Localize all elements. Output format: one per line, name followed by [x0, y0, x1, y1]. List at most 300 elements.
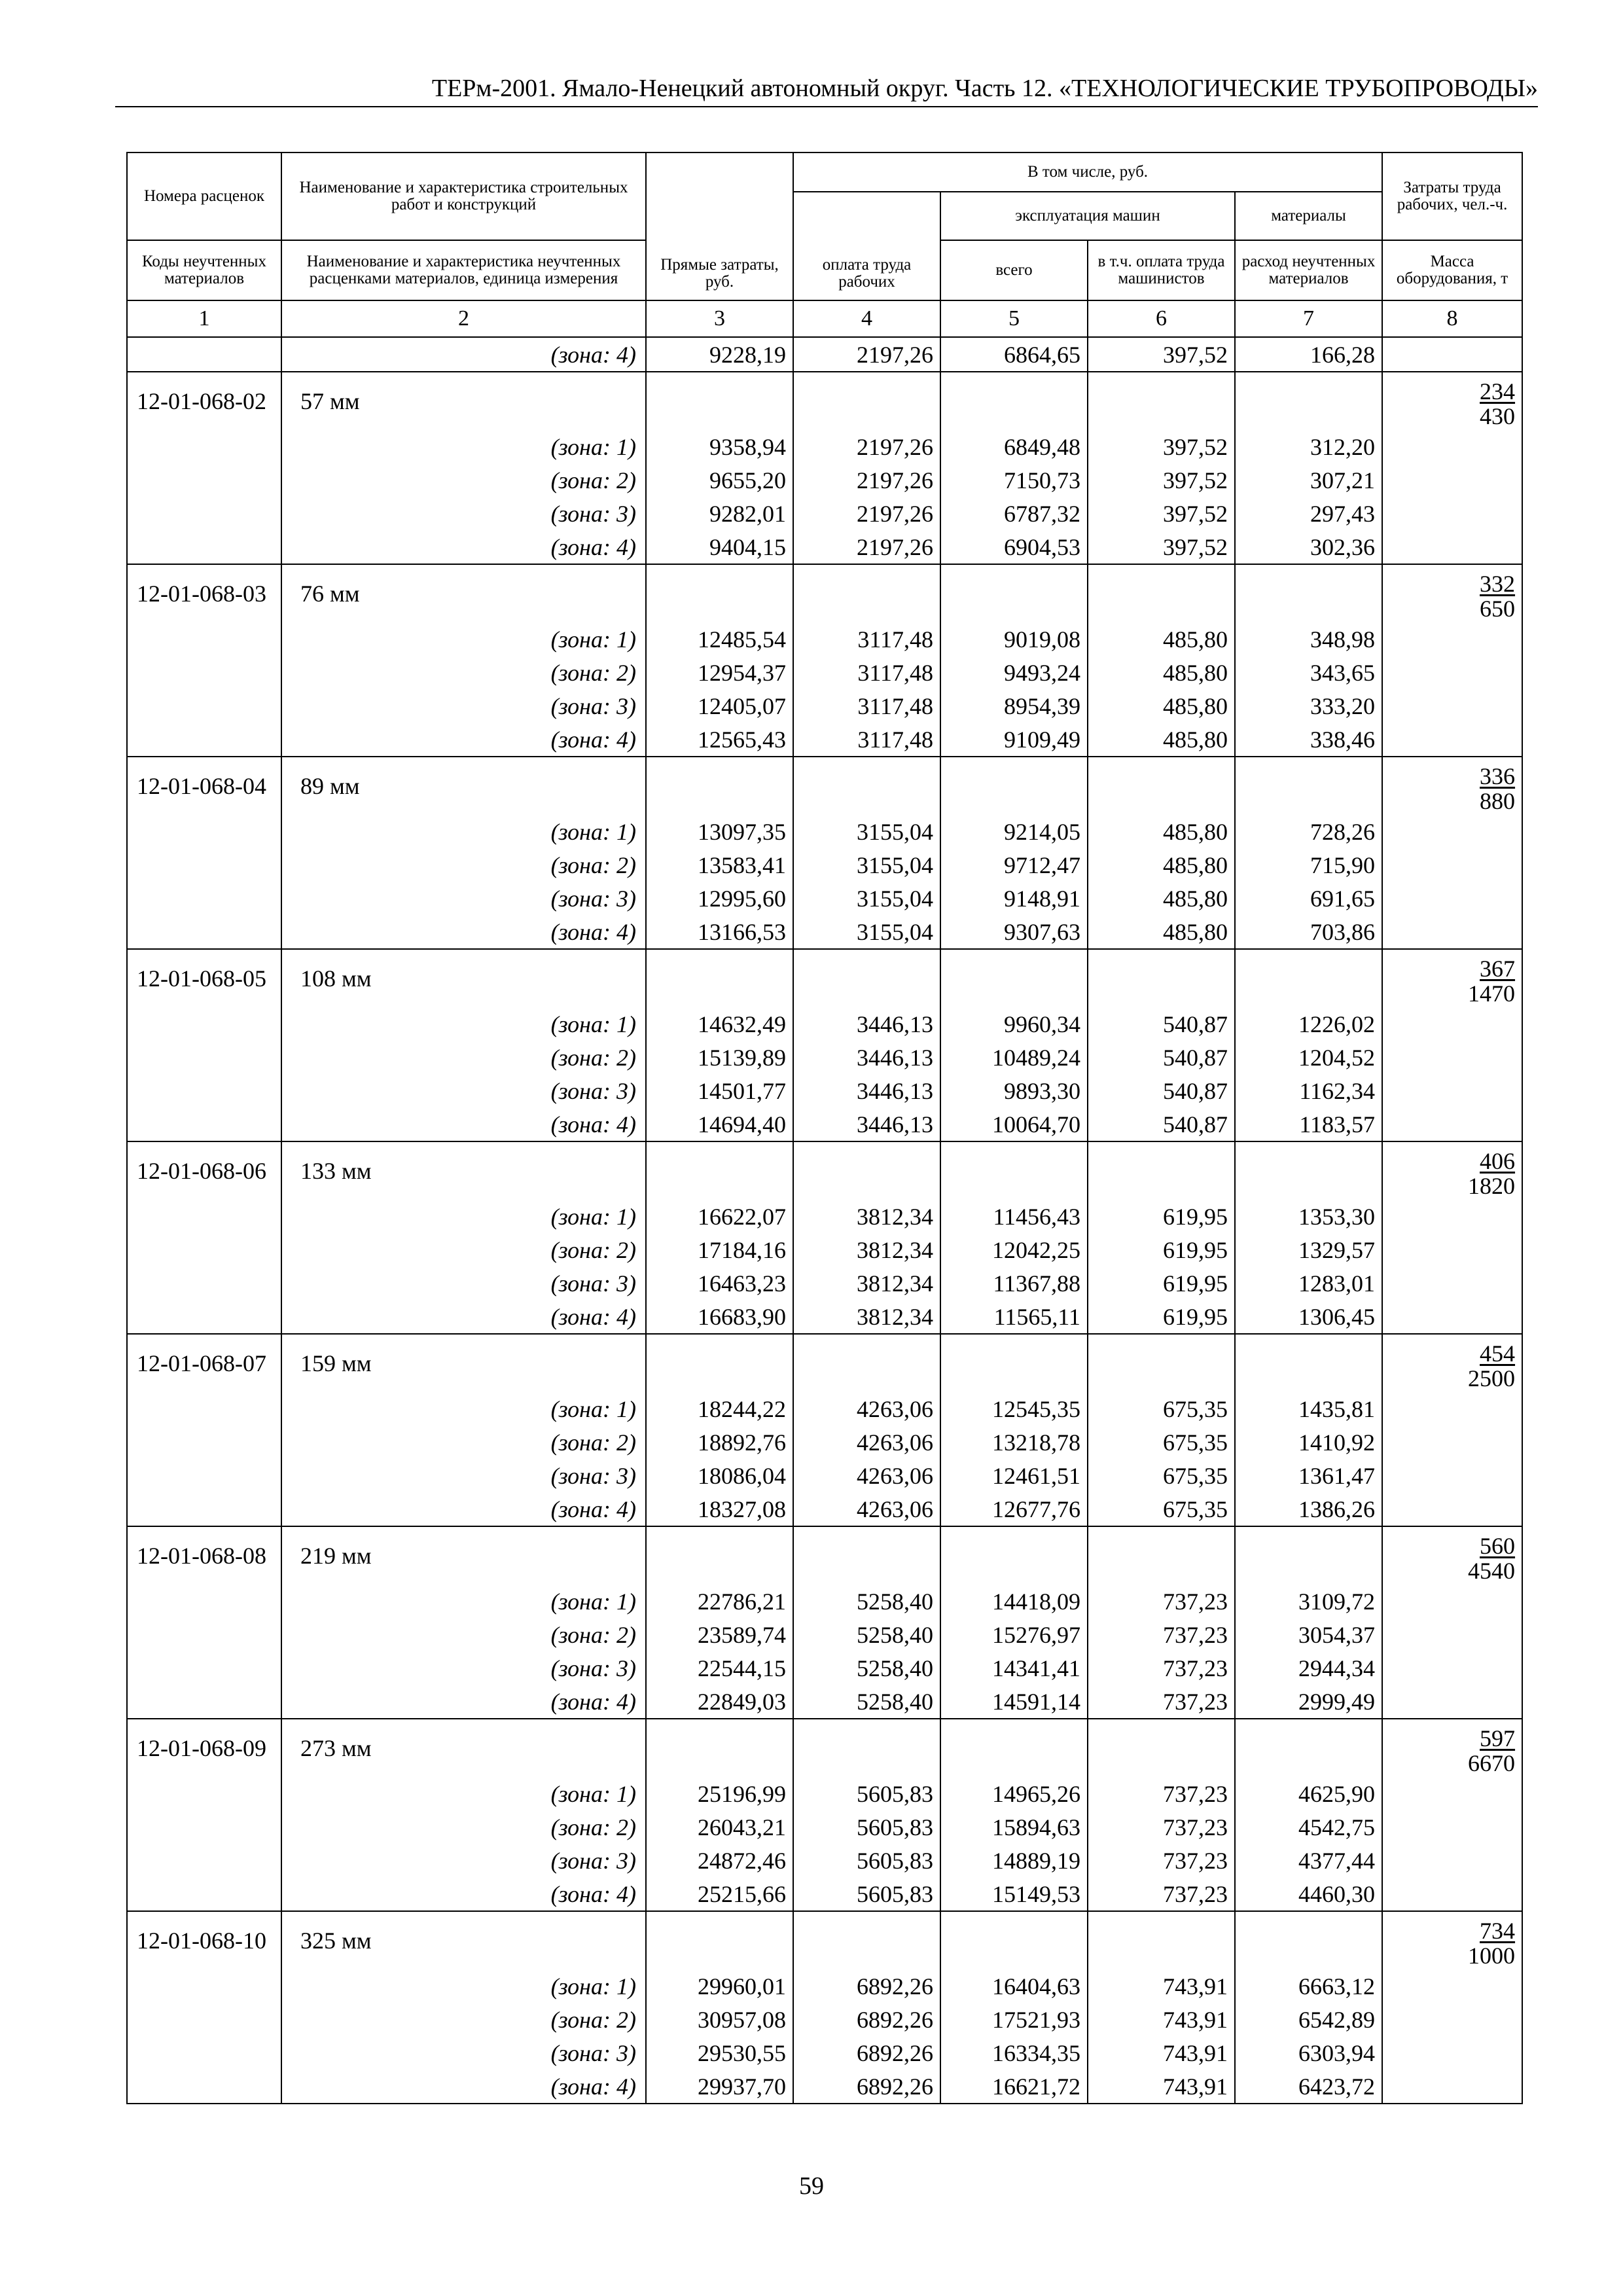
column-number: 7: [1235, 300, 1382, 337]
rate-row: [127, 372, 1522, 430]
zone-row: [127, 815, 1522, 848]
direct-costs-cell: 18892,76: [646, 1426, 793, 1459]
worker-pay-cell: 4263,06: [793, 1392, 940, 1426]
direct-costs-cell: 14694,40: [646, 1107, 793, 1141]
column-number: 2: [281, 300, 646, 337]
machine-total-cell: 9019,08: [940, 622, 1088, 656]
machine-total-cell: 6787,32: [940, 497, 1088, 530]
header-labor-costs: Затраты труда рабочих, чел.-ч.: [1382, 152, 1522, 240]
worker-pay-cell: 2197,26: [793, 337, 940, 372]
materials-cell: 6663,12: [1235, 1969, 1382, 2003]
zone-row: [127, 1426, 1522, 1459]
direct-costs-cell: 22849,03: [646, 1685, 793, 1719]
labor-mass-fraction: [1468, 1149, 1515, 1198]
worker-pay-cell: 3812,34: [793, 1300, 940, 1334]
zone-label: (зона: 2): [281, 848, 646, 882]
zone-row: [127, 723, 1522, 757]
direct-costs-cell: 9655,20: [646, 463, 793, 497]
worker-pay-cell: 6892,26: [793, 2003, 940, 2036]
machinist-pay-cell: 675,35: [1088, 1459, 1235, 1492]
rate-row: [127, 1141, 1522, 1200]
rate-row: [127, 757, 1522, 815]
worker-pay-cell: 2197,26: [793, 430, 940, 463]
zone-label: (зона: 2): [281, 1233, 646, 1266]
machinist-pay-cell: 397,52: [1088, 337, 1235, 372]
machinist-pay-cell: 675,35: [1088, 1492, 1235, 1526]
column-number: 5: [940, 300, 1088, 337]
header-worker-pay: оплата труда рабочих: [793, 192, 940, 300]
machine-total-cell: 10489,24: [940, 1041, 1088, 1074]
machinist-pay-cell: 397,52: [1088, 497, 1235, 530]
direct-costs-cell: 13583,41: [646, 848, 793, 882]
rate-row: [127, 1719, 1522, 1777]
zone-row: [127, 1651, 1522, 1685]
rate-code: 12-01-068-06: [127, 1141, 281, 1200]
zone-label: (зона: 2): [281, 1618, 646, 1651]
zone-row: [127, 2036, 1522, 2070]
direct-costs-cell: 14501,77: [646, 1074, 793, 1107]
machine-total-cell: 14418,09: [940, 1585, 1088, 1618]
machine-total-cell: 6864,65: [940, 337, 1088, 372]
materials-cell: 1306,45: [1235, 1300, 1382, 1334]
zone-label: (зона: 3): [281, 497, 646, 530]
machine-total-cell: 17521,93: [940, 2003, 1088, 2036]
header-material-names: Наименование и характеристика неучтенных расценками материалов, единица измерения: [281, 240, 646, 300]
machinist-pay-cell: 675,35: [1088, 1426, 1235, 1459]
labor-mass-fraction: [1480, 764, 1515, 814]
direct-costs-cell: 13097,35: [646, 815, 793, 848]
pipe-diameter: 325 мм: [281, 1911, 646, 1969]
direct-costs-cell: 18327,08: [646, 1492, 793, 1526]
zone-row: [127, 530, 1522, 564]
materials-cell: 348,98: [1235, 622, 1382, 656]
labor-costs-value: 406: [1480, 1148, 1516, 1174]
materials-cell: 1410,92: [1235, 1426, 1382, 1459]
materials-cell: 1435,81: [1235, 1392, 1382, 1426]
materials-cell: 4542,75: [1235, 1810, 1382, 1844]
direct-costs-cell: 9404,15: [646, 530, 793, 564]
labor-mass-fraction: [1468, 1918, 1515, 1968]
worker-pay-cell: 2197,26: [793, 530, 940, 564]
machinist-pay-cell: 397,52: [1088, 430, 1235, 463]
zone-row: [127, 1266, 1522, 1300]
pipe-diameter: 133 мм: [281, 1141, 646, 1200]
machinist-pay-cell: 485,80: [1088, 815, 1235, 848]
pipe-diameter: 76 мм: [281, 564, 646, 622]
rate-row: [127, 1526, 1522, 1585]
zone-row: [127, 1685, 1522, 1719]
labor-costs-value: 597: [1480, 1725, 1516, 1751]
materials-cell: 4377,44: [1235, 1844, 1382, 1877]
direct-costs-cell: 9228,19: [646, 337, 793, 372]
direct-costs-cell: 16683,90: [646, 1300, 793, 1334]
zone-label: (зона: 3): [281, 1651, 646, 1685]
machinist-pay-cell: 540,87: [1088, 1107, 1235, 1141]
worker-pay-cell: 4263,06: [793, 1426, 940, 1459]
labor-mass-fraction: [1480, 379, 1515, 429]
machinist-pay-cell: 485,80: [1088, 882, 1235, 915]
machine-total-cell: 15149,53: [940, 1877, 1088, 1911]
worker-pay-cell: 6892,26: [793, 2070, 940, 2104]
machine-total-cell: 9960,34: [940, 1007, 1088, 1041]
labor-costs-value: 734: [1480, 1918, 1516, 1944]
materials-cell: 715,90: [1235, 848, 1382, 882]
materials-cell: 6423,72: [1235, 2070, 1382, 2104]
materials-cell: 307,21: [1235, 463, 1382, 497]
machine-total-cell: 9893,30: [940, 1074, 1088, 1107]
direct-costs-cell: 25215,66: [646, 1877, 793, 1911]
worker-pay-cell: 3117,48: [793, 723, 940, 757]
materials-cell: 1204,52: [1235, 1041, 1382, 1074]
pipe-diameter: 273 мм: [281, 1719, 646, 1777]
page-number: 59: [799, 2172, 824, 2200]
machinist-pay-cell: 675,35: [1088, 1392, 1235, 1426]
worker-pay-cell: 2197,26: [793, 497, 940, 530]
zone-row: [127, 1074, 1522, 1107]
machinist-pay-cell: 619,95: [1088, 1200, 1235, 1233]
pipe-diameter: 57 мм: [281, 372, 646, 430]
machine-total-cell: 9712,47: [940, 848, 1088, 882]
machinist-pay-cell: 485,80: [1088, 723, 1235, 757]
zone-label: (зона: 2): [281, 1810, 646, 1844]
worker-pay-cell: 3155,04: [793, 848, 940, 882]
machine-total-cell: 14341,41: [940, 1651, 1088, 1685]
zone-label: (зона: 2): [281, 463, 646, 497]
zone-label: (зона: 4): [281, 1492, 646, 1526]
worker-pay-cell: 3155,04: [793, 882, 940, 915]
zone-label: (зона: 2): [281, 1426, 646, 1459]
header-direct-costs: Прямые затраты, руб.: [646, 152, 793, 300]
zone-label: (зона: 1): [281, 1200, 646, 1233]
machinist-pay-cell: 397,52: [1088, 530, 1235, 564]
worker-pay-cell: 4263,06: [793, 1492, 940, 1526]
direct-costs-cell: 29960,01: [646, 1969, 793, 2003]
machinist-pay-cell: 485,80: [1088, 848, 1235, 882]
machine-total-cell: 16334,35: [940, 2036, 1088, 2070]
rate-row: [127, 1911, 1522, 1969]
equipment-mass-value: 650: [1480, 596, 1516, 622]
zone-row: [127, 463, 1522, 497]
machinist-pay-cell: 743,91: [1088, 2070, 1235, 2104]
worker-pay-cell: 5605,83: [793, 1810, 940, 1844]
worker-pay-cell: 5258,40: [793, 1685, 940, 1719]
machinist-pay-cell: 540,87: [1088, 1007, 1235, 1041]
machine-total-cell: 8954,39: [940, 689, 1088, 723]
direct-costs-cell: 29937,70: [646, 2070, 793, 2104]
header-work-name: Наименование и характеристика строительных работ и конструкций: [281, 152, 646, 240]
column-number: 4: [793, 300, 940, 337]
machinist-pay-cell: 485,80: [1088, 915, 1235, 949]
materials-cell: 1361,47: [1235, 1459, 1382, 1492]
machine-total-cell: 11367,88: [940, 1266, 1088, 1300]
zone-row: [127, 1777, 1522, 1810]
worker-pay-cell: 3155,04: [793, 815, 940, 848]
equipment-mass-value: 430: [1480, 403, 1516, 429]
direct-costs-cell: 16463,23: [646, 1266, 793, 1300]
direct-costs-cell: 15139,89: [646, 1041, 793, 1074]
materials-cell: 1353,30: [1235, 1200, 1382, 1233]
header-machine-total: всего: [940, 240, 1088, 300]
labor-costs-value: 332: [1480, 571, 1516, 597]
column-number: 8: [1382, 300, 1522, 337]
zone-label: (зона: 3): [281, 1266, 646, 1300]
zone-label: (зона: 1): [281, 1969, 646, 2003]
worker-pay-cell: 3117,48: [793, 656, 940, 689]
machinist-pay-cell: 737,23: [1088, 1618, 1235, 1651]
labor-costs-value: 454: [1480, 1340, 1516, 1367]
labor-costs-value: 367: [1480, 956, 1516, 982]
equipment-mass-value: 2500: [1468, 1365, 1516, 1391]
zone-row: [127, 848, 1522, 882]
zone-label: (зона: 3): [281, 689, 646, 723]
rate-row: [127, 949, 1522, 1007]
rate-code: 12-01-068-05: [127, 949, 281, 1007]
zone-label: (зона: 2): [281, 656, 646, 689]
direct-costs-cell: 12954,37: [646, 656, 793, 689]
machinist-pay-cell: 737,23: [1088, 1810, 1235, 1844]
zone-label: (зона: 2): [281, 1041, 646, 1074]
rate-row: [127, 564, 1522, 622]
zone-row: [127, 1041, 1522, 1074]
direct-costs-cell: 13166,53: [646, 915, 793, 949]
zone-label: (зона: 4): [281, 2070, 646, 2104]
machinist-pay-cell: 397,52: [1088, 463, 1235, 497]
materials-cell: 2944,34: [1235, 1651, 1382, 1685]
zone-row: [127, 1969, 1522, 2003]
worker-pay-cell: 3446,13: [793, 1041, 940, 1074]
direct-costs-cell: 26043,21: [646, 1810, 793, 1844]
machinist-pay-cell: 619,95: [1088, 1266, 1235, 1300]
materials-cell: 3054,37: [1235, 1618, 1382, 1651]
machinist-pay-cell: 540,87: [1088, 1074, 1235, 1107]
worker-pay-cell: 4263,06: [793, 1459, 940, 1492]
materials-cell: 728,26: [1235, 815, 1382, 848]
direct-costs-cell: 16622,07: [646, 1200, 793, 1233]
machinist-pay-cell: 737,23: [1088, 1877, 1235, 1911]
table-body: [127, 337, 1522, 2104]
worker-pay-cell: 5258,40: [793, 1585, 940, 1618]
equipment-mass-value: 6670: [1468, 1750, 1516, 1776]
worker-pay-cell: 5605,83: [793, 1777, 940, 1810]
zone-label: (зона: 1): [281, 1392, 646, 1426]
machine-total-cell: 15276,97: [940, 1618, 1088, 1651]
worker-pay-cell: 5258,40: [793, 1618, 940, 1651]
zone-label: (зона: 1): [281, 1585, 646, 1618]
zone-row: [127, 1810, 1522, 1844]
column-number: 6: [1088, 300, 1235, 337]
zone-label: (зона: 1): [281, 622, 646, 656]
worker-pay-cell: 3812,34: [793, 1233, 940, 1266]
machine-total-cell: 10064,70: [940, 1107, 1088, 1141]
direct-costs-cell: 17184,16: [646, 1233, 793, 1266]
rates-table: [126, 152, 1523, 2104]
machine-total-cell: 9109,49: [940, 723, 1088, 757]
equipment-mass-value: 1470: [1468, 980, 1516, 1007]
machine-total-cell: 16404,63: [940, 1969, 1088, 2003]
zone-row: [127, 882, 1522, 915]
direct-costs-cell: 12565,43: [646, 723, 793, 757]
materials-cell: 1329,57: [1235, 1233, 1382, 1266]
materials-cell: 1386,26: [1235, 1492, 1382, 1526]
labor-mass-fraction: [1468, 1534, 1515, 1583]
machine-total-cell: 12461,51: [940, 1459, 1088, 1492]
materials-cell: 1162,34: [1235, 1074, 1382, 1107]
zone-row: [127, 689, 1522, 723]
zone-row: [127, 1200, 1522, 1233]
header-including: В том числе, руб.: [793, 152, 1382, 192]
column-number: 3: [646, 300, 793, 337]
materials-cell: 1183,57: [1235, 1107, 1382, 1141]
materials-cell: 691,65: [1235, 882, 1382, 915]
zone-label: (зона: 3): [281, 2036, 646, 2070]
direct-costs-cell: 24872,46: [646, 1844, 793, 1877]
zone-row: [127, 430, 1522, 463]
machinist-pay-cell: 737,23: [1088, 1844, 1235, 1877]
machinist-pay-cell: 485,80: [1088, 689, 1235, 723]
zone-label: (зона: 4): [281, 530, 646, 564]
direct-costs-cell: 30957,08: [646, 2003, 793, 2036]
machine-total-cell: 12677,76: [940, 1492, 1088, 1526]
header-materials: материалы: [1235, 192, 1382, 240]
carryover-row: [127, 337, 1522, 372]
materials-cell: 6303,94: [1235, 2036, 1382, 2070]
header-material-codes: Коды неучтенных материалов: [127, 240, 281, 300]
machine-total-cell: 11456,43: [940, 1200, 1088, 1233]
zone-row: [127, 1618, 1522, 1651]
machine-total-cell: 7150,73: [940, 463, 1088, 497]
zone-label: (зона: 4): [281, 1107, 646, 1141]
zone-label: (зона: 2): [281, 2003, 646, 2036]
zone-row: [127, 1392, 1522, 1426]
machinist-pay-cell: 485,80: [1088, 656, 1235, 689]
page-header: ТЕРм-2001. Ямало-Ненецкий автономный округ. Часть 12. «ТЕХНОЛОГИЧЕСКИЕ ТРУБОПРОВОДЫ»: [115, 73, 1538, 107]
equipment-mass-value: 1000: [1468, 1943, 1516, 1969]
zone-label: (зона: 4): [281, 1877, 646, 1911]
zone-label: (зона: 4): [281, 1685, 646, 1719]
machine-total-cell: 6849,48: [940, 430, 1088, 463]
machinist-pay-cell: 737,23: [1088, 1685, 1235, 1719]
machine-total-cell: 6904,53: [940, 530, 1088, 564]
machine-total-cell: 9148,91: [940, 882, 1088, 915]
header-material-usage: расход неучтенных материалов: [1235, 240, 1382, 300]
machinist-pay-cell: 737,23: [1088, 1585, 1235, 1618]
header-machine-operation: эксплуатация машин: [940, 192, 1235, 240]
zone-row: [127, 1007, 1522, 1041]
materials-cell: 703,86: [1235, 915, 1382, 949]
materials-cell: 3109,72: [1235, 1585, 1382, 1618]
machine-total-cell: 12545,35: [940, 1392, 1088, 1426]
machine-total-cell: 15894,63: [940, 1810, 1088, 1844]
direct-costs-cell: 12405,07: [646, 689, 793, 723]
materials-cell: 166,28: [1235, 337, 1382, 372]
worker-pay-cell: 5605,83: [793, 1844, 940, 1877]
zone-label: (зона: 3): [281, 882, 646, 915]
zone-label: (зона: 4): [281, 337, 646, 372]
labor-mass-fraction: [1468, 1726, 1515, 1776]
materials-cell: 302,36: [1235, 530, 1382, 564]
zone-row: [127, 1585, 1522, 1618]
worker-pay-cell: 2197,26: [793, 463, 940, 497]
pipe-diameter: 159 мм: [281, 1334, 646, 1392]
worker-pay-cell: 3812,34: [793, 1200, 940, 1233]
direct-costs-cell: 25196,99: [646, 1777, 793, 1810]
column-number: 1: [127, 300, 281, 337]
machine-total-cell: 13218,78: [940, 1426, 1088, 1459]
machine-total-cell: 14965,26: [940, 1777, 1088, 1810]
worker-pay-cell: 3117,48: [793, 689, 940, 723]
zone-label: (зона: 3): [281, 1074, 646, 1107]
direct-costs-cell: 23589,74: [646, 1618, 793, 1651]
materials-cell: 2999,49: [1235, 1685, 1382, 1719]
machine-total-cell: 9493,24: [940, 656, 1088, 689]
pipe-diameter: 108 мм: [281, 949, 646, 1007]
zone-row: [127, 915, 1522, 949]
zone-label: (зона: 4): [281, 1300, 646, 1334]
materials-cell: 343,65: [1235, 656, 1382, 689]
machine-total-cell: 12042,25: [940, 1233, 1088, 1266]
worker-pay-cell: 3155,04: [793, 915, 940, 949]
machine-total-cell: 16621,72: [940, 2070, 1088, 2104]
zone-row: [127, 1233, 1522, 1266]
worker-pay-cell: 3812,34: [793, 1266, 940, 1300]
equipment-mass-value: 4540: [1468, 1558, 1516, 1584]
worker-pay-cell: 3446,13: [793, 1074, 940, 1107]
rate-code: 12-01-068-10: [127, 1911, 281, 1969]
worker-pay-cell: 6892,26: [793, 1969, 940, 2003]
direct-costs-cell: 18086,04: [646, 1459, 793, 1492]
direct-costs-cell: 29530,55: [646, 2036, 793, 2070]
pipe-diameter: 89 мм: [281, 757, 646, 815]
machine-total-cell: 9214,05: [940, 815, 1088, 848]
worker-pay-cell: 3446,13: [793, 1007, 940, 1041]
pipe-diameter: 219 мм: [281, 1526, 646, 1585]
machinist-pay-cell: 619,95: [1088, 1233, 1235, 1266]
zone-label: (зона: 1): [281, 1777, 646, 1810]
labor-costs-value: 560: [1480, 1533, 1516, 1559]
zone-row: [127, 656, 1522, 689]
rate-code: 12-01-068-08: [127, 1526, 281, 1585]
machinist-pay-cell: 743,91: [1088, 1969, 1235, 2003]
zone-row: [127, 497, 1522, 530]
zone-label: (зона: 3): [281, 1844, 646, 1877]
machinist-pay-cell: 737,23: [1088, 1651, 1235, 1685]
machinist-pay-cell: 540,87: [1088, 1041, 1235, 1074]
direct-costs-cell: 22544,15: [646, 1651, 793, 1685]
materials-cell: 338,46: [1235, 723, 1382, 757]
zone-label: (зона: 1): [281, 815, 646, 848]
machinist-pay-cell: 743,91: [1088, 2003, 1235, 2036]
materials-cell: 4460,30: [1235, 1877, 1382, 1911]
worker-pay-cell: 5605,83: [793, 1877, 940, 1911]
labor-costs-value: 234: [1480, 378, 1516, 404]
zone-label: (зона: 1): [281, 430, 646, 463]
machine-total-cell: 9307,63: [940, 915, 1088, 949]
direct-costs-cell: 9358,94: [646, 430, 793, 463]
direct-costs-cell: 18244,22: [646, 1392, 793, 1426]
direct-costs-cell: 9282,01: [646, 497, 793, 530]
machinist-pay-cell: 619,95: [1088, 1300, 1235, 1334]
zone-row: [127, 1300, 1522, 1334]
labor-costs-value: 336: [1480, 763, 1516, 789]
labor-mass-fraction: [1480, 571, 1515, 621]
machinist-pay-cell: 485,80: [1088, 622, 1235, 656]
rate-code: 12-01-068-07: [127, 1334, 281, 1392]
materials-cell: 1226,02: [1235, 1007, 1382, 1041]
header-rate-numbers: Номера расценок: [127, 152, 281, 240]
worker-pay-cell: 5258,40: [793, 1651, 940, 1685]
machinist-pay-cell: 743,91: [1088, 2036, 1235, 2070]
equipment-mass-value: 880: [1480, 788, 1516, 814]
